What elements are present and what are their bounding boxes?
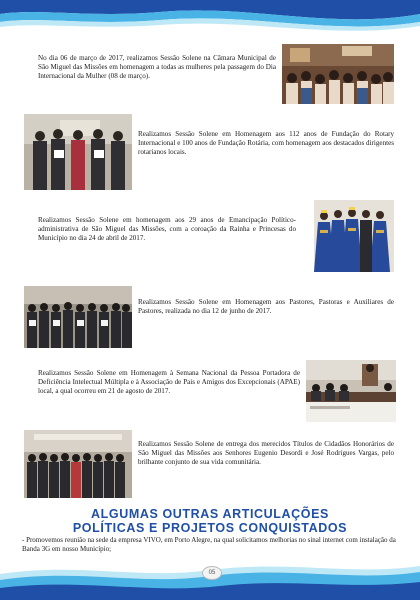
headline-line-2: POLÍTICAS E PROJETOS CONQUISTADOS xyxy=(72,521,348,535)
section-5-text: Realizamos Sessão Solene em Homenagem à Semana Nacional da Pessoa Portadora de Deficiência Intelectual Múltipla e à Associação de Pais e Amigos dos Excepcionais (APAE) local, a qual ocorreu em 21 de agosto de 2017. xyxy=(38,369,300,396)
articulation-note: - Promovemos reunião na sede da empresa VIVO, em Porto Alegre, na qual solicitamos melhorias no sinal internet com instalação da Banda 3G em nosso Município; xyxy=(22,536,396,553)
section-4-photo xyxy=(24,286,132,348)
section-3-photo xyxy=(314,200,394,272)
section-6-photo xyxy=(24,430,132,498)
headline-line-1: ALGUMAS OUTRAS ARTICULAÇÕES xyxy=(91,507,329,521)
section-4-text: Realizamos Sessão Solene em Homenagem aos Pastores, Pastoras e Auxiliares de Pastores, realizada no dia 12 de junho de 2017. xyxy=(138,298,394,316)
page-number: 05 xyxy=(202,566,222,580)
section-2-photo xyxy=(24,114,132,190)
section-2-text: Realizamos Sessão Solene em Homenagem aos 112 anos de Fundação do Rotary Internacional e 100 anos de Fundação Rotária, com homenagem aos destacados dirigentes rotarianos locais. xyxy=(138,130,394,157)
top-wave-decoration xyxy=(0,0,420,40)
section-3-text: Realizamos Sessão Solene em homenagem aos 29 anos de Emancipação Político-administrativa de São Miguel das Missões, com a coroação da Rainha e Princesas do Município no dia 24 de abril de 2017. xyxy=(38,216,296,243)
section-5-photo xyxy=(306,360,396,422)
section-1-photo xyxy=(282,44,394,104)
section-6-text: Realizamos Sessão Solene de entrega dos merecidos Títulos de Cidadãos Honorários de São Miguel das Missões aos Senhores Eugenio Desordi e José Rodrigues Vargas, pelo brilhante conjunto de sua vida comunitária. xyxy=(138,440,394,467)
section-1-text: No dia 06 de março de 2017, realizamos Sessão Solene na Câmara Municipal de São Miguel das Missões em homenagem a todas as mulheres pela passagem do Dia Internacional da Mulher (08 de março). xyxy=(38,54,276,81)
